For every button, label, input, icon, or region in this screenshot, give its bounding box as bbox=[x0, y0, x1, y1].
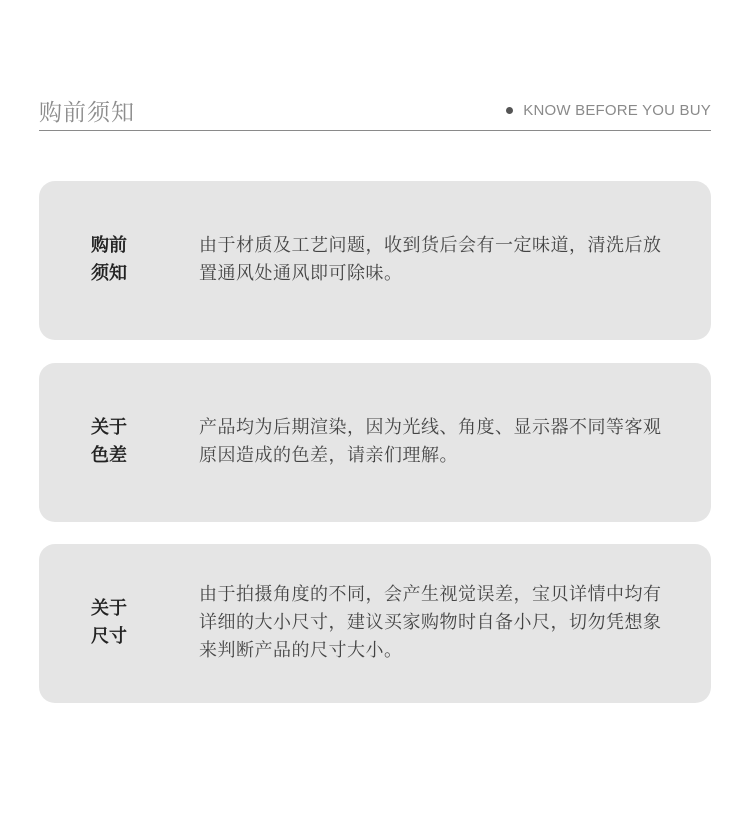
card-text: 由于拍摄角度的不同，会产生视觉误差，宝贝详情中均有详细的大小尺寸，建议买家购物时自备小尺，切勿凭想象来判断产品的尺寸大小。 bbox=[199, 584, 662, 661]
section-header bbox=[39, 92, 711, 131]
bullet-dot-icon bbox=[506, 107, 513, 114]
card-label bbox=[91, 414, 151, 470]
card-label bbox=[91, 232, 151, 288]
card-label-line: 关于 bbox=[91, 598, 127, 619]
card-label-line: 尺寸 bbox=[91, 626, 127, 647]
card-text: 由于材质及工艺问题，收到货后会有一定味道，清洗后放置通风处通风即可除味。 bbox=[199, 235, 662, 284]
notice-card-color bbox=[39, 363, 711, 522]
card-label-line: 关于 bbox=[91, 417, 127, 438]
card-label-line: 购前 bbox=[91, 235, 127, 256]
card-label-line: 色差 bbox=[91, 445, 127, 466]
page-title: 购前须知 bbox=[39, 100, 135, 126]
subtitle-group bbox=[506, 102, 711, 119]
notice-card-size bbox=[39, 544, 711, 703]
card-text: 产品均为后期渲染，因为光线、角度、显示器不同等客观原因造成的色差，请亲们理解。 bbox=[199, 417, 662, 466]
card-label-line: 须知 bbox=[91, 263, 127, 284]
card-label bbox=[91, 595, 151, 651]
notice-card-purchase bbox=[39, 181, 711, 340]
page-subtitle: KNOW BEFORE YOU BUY bbox=[523, 102, 711, 119]
